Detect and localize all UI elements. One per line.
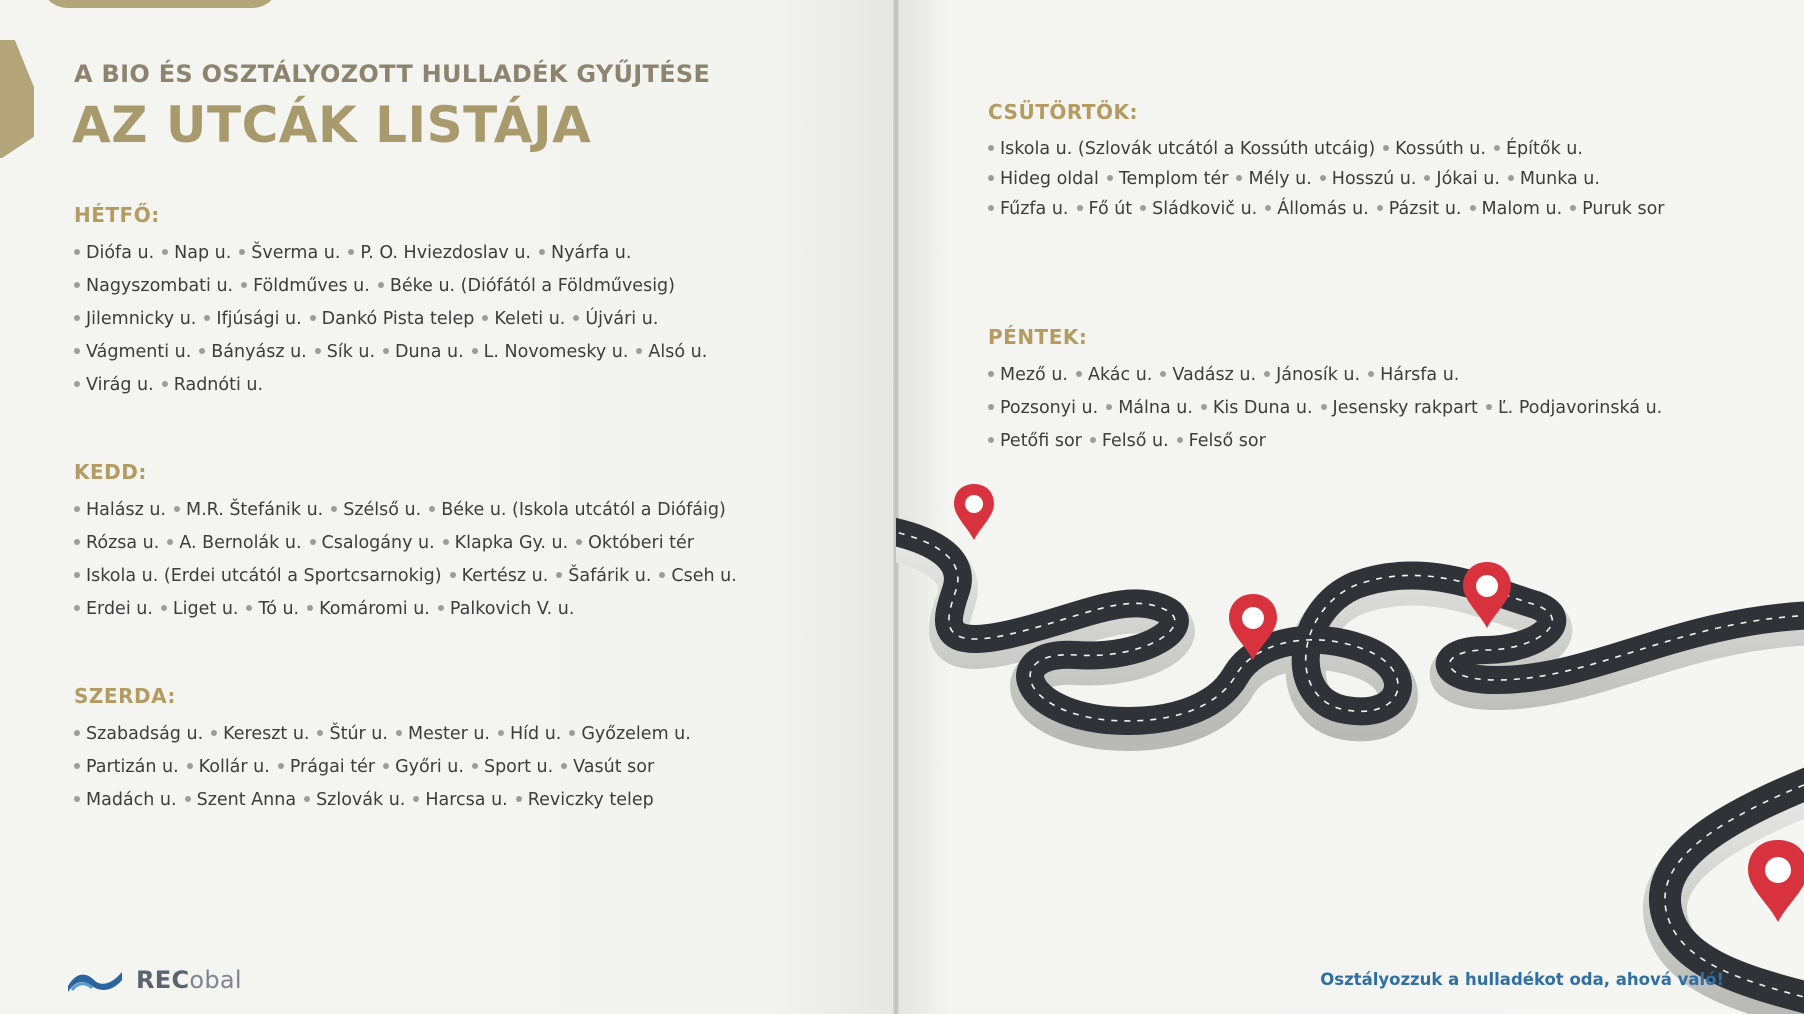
street-name: Győri u. [383, 757, 464, 777]
day-heading-tuesday: KEDD: [74, 460, 147, 484]
street-name: Nyárfa u. [539, 243, 631, 263]
street-name: Sport u. [472, 757, 553, 777]
footer-slogan: Osztályozzuk a hulladékot oda, ahová való! [1320, 970, 1724, 989]
street-line [988, 359, 1788, 392]
street-name: Nagyszombati u. [74, 276, 233, 296]
street-name: Liget u. [161, 599, 239, 619]
street-name: Reviczky telep [516, 790, 654, 810]
street-name: Kossúth u. [1383, 139, 1486, 159]
street-name: Ľ. Podjavorinská u. [1486, 398, 1662, 418]
street-line [74, 369, 874, 402]
street-name: Állomás u. [1265, 199, 1369, 219]
street-line [988, 134, 1788, 164]
street-list-thursday [988, 134, 1788, 224]
map-pin-icon [1748, 840, 1804, 922]
street-list-tuesday [74, 494, 874, 626]
street-name: Bányász u. [199, 342, 306, 362]
street-line [988, 194, 1788, 224]
street-name: Kollár u. [187, 757, 270, 777]
street-name: Vágmenti u. [74, 342, 191, 362]
street-line [74, 494, 874, 527]
day-heading-thursday: CSÜTÖRTÖK: [988, 100, 1138, 124]
street-name: Petőfi sor [988, 431, 1082, 451]
street-name: Klapka Gy. u. [443, 533, 569, 553]
street-line [74, 593, 874, 626]
street-name: Radnóti u. [162, 375, 263, 395]
street-name: Vadász u. [1160, 365, 1256, 385]
street-name: Mély u. [1236, 169, 1311, 189]
street-name: Sládkovič u. [1140, 199, 1257, 219]
street-list-friday [988, 359, 1788, 458]
street-name: Építők u. [1494, 139, 1583, 159]
road [896, 530, 1804, 1010]
street-line [74, 751, 874, 784]
left-page [0, 0, 896, 1014]
street-name: Erdei u. [74, 599, 153, 619]
recobal-logo [66, 966, 242, 994]
logo-text [136, 966, 242, 994]
logo-text-rec: REC [136, 966, 190, 994]
street-name: Palkovich V. u. [438, 599, 575, 619]
street-name: Győzelem u. [569, 724, 690, 744]
street-name: Októberi tér [576, 533, 694, 553]
day-section-friday [988, 325, 1788, 458]
street-name: Duna u. [383, 342, 464, 362]
street-line [74, 303, 874, 336]
street-name: Béke u. (Iskola utcától a Diófáig) [429, 500, 726, 520]
street-line [74, 336, 874, 369]
street-name: Dankó Pista telep [310, 309, 475, 329]
street-name: Kereszt u. [211, 724, 309, 744]
street-name: Jesensky rakpart [1321, 398, 1478, 418]
street-name: Templom tér [1107, 169, 1229, 189]
street-name: Hideg oldal [988, 169, 1099, 189]
street-list-wednesday [74, 718, 874, 817]
street-name: Szent Anna [185, 790, 296, 810]
day-section-thursday [988, 100, 1788, 224]
street-name: Jilemnicky u. [74, 309, 196, 329]
street-line [74, 560, 874, 593]
street-name: Cseh u. [659, 566, 736, 586]
street-line [988, 392, 1788, 425]
day-section-wednesday [74, 684, 874, 817]
street-name: Jókai u. [1424, 169, 1500, 189]
street-name: Sík u. [315, 342, 375, 362]
street-name: Šafárik u. [556, 566, 651, 586]
street-name: Akác u. [1076, 365, 1152, 385]
street-name: Újvári u. [573, 309, 658, 329]
street-name: Béke u. (Diófától a Földművesig) [378, 276, 675, 296]
street-name: Virág u. [74, 375, 154, 395]
street-name: Šverma u. [239, 243, 340, 263]
street-name: Hosszú u. [1320, 169, 1417, 189]
street-line [988, 164, 1788, 194]
street-name: Madách u. [74, 790, 177, 810]
street-name: Keleti u. [482, 309, 565, 329]
street-name: Diófa u. [74, 243, 154, 263]
street-name: Szélső u. [331, 500, 421, 520]
map-pin-icon [954, 484, 994, 540]
street-name: Munka u. [1508, 169, 1600, 189]
street-name: Felső u. [1090, 431, 1169, 451]
logo-text-obal: obal [189, 966, 242, 994]
street-name: Malom u. [1470, 199, 1563, 219]
page-title: AZ UTCÁK LISTÁJA [72, 96, 592, 154]
day-heading-friday: PÉNTEK: [988, 325, 1088, 349]
street-name: Partizán u. [74, 757, 179, 777]
top-decorative-tab [40, 0, 280, 8]
street-name: Tó u. [246, 599, 299, 619]
street-name: Pázsit u. [1377, 199, 1462, 219]
day-heading-wednesday: SZERDA: [74, 684, 176, 708]
street-name: Prágai tér [278, 757, 375, 777]
street-name: Szlovák u. [304, 790, 405, 810]
day-heading-monday: HÉTFŐ: [74, 203, 160, 227]
street-name: Harcsa u. [413, 790, 507, 810]
street-name: Kertész u. [450, 566, 549, 586]
page-subtitle: A BIO ÉS OSZTÁLYOZOTT HULLADÉK GYŰJTÉSE [74, 60, 711, 88]
street-name: Híd u. [498, 724, 561, 744]
street-name: Ifjúsági u. [204, 309, 301, 329]
street-name: Fűzfa u. [988, 199, 1069, 219]
corner-decorative-tab [0, 40, 34, 158]
street-name: Iskola u. (Szlovák utcától a Kossúth utcáig) [988, 139, 1375, 159]
day-section-monday [74, 203, 874, 402]
street-name: Fő út [1077, 199, 1133, 219]
street-name: Málna u. [1106, 398, 1193, 418]
street-line [74, 237, 874, 270]
street-line [74, 270, 874, 303]
street-name: Iskola u. (Erdei utcától a Sportcsarnokig) [74, 566, 442, 586]
street-name: Alsó u. [636, 342, 707, 362]
day-section-tuesday [74, 460, 874, 626]
street-name: Földműves u. [241, 276, 370, 296]
street-name: Mester u. [396, 724, 490, 744]
street-name: Pozsonyi u. [988, 398, 1098, 418]
street-name: Szabadság u. [74, 724, 203, 744]
street-line [74, 718, 874, 751]
street-name: P. O. Hviezdoslav u. [348, 243, 531, 263]
street-name: Puruk sor [1570, 199, 1664, 219]
street-name: Štúr u. [317, 724, 387, 744]
street-name: Vasút sor [561, 757, 654, 777]
recobal-wave-icon [66, 966, 124, 994]
street-name: Csalogány u. [310, 533, 435, 553]
street-name: Komáromi u. [307, 599, 430, 619]
street-line [74, 784, 874, 817]
street-name: Jánosík u. [1264, 365, 1360, 385]
street-line [74, 527, 874, 560]
street-name: A. Bernolák u. [167, 533, 301, 553]
street-name: Halász u. [74, 500, 166, 520]
street-name: Kis Duna u. [1201, 398, 1313, 418]
street-name: Mező u. [988, 365, 1068, 385]
street-name: M.R. Štefánik u. [174, 500, 323, 520]
street-line [988, 425, 1788, 458]
street-list-monday [74, 237, 874, 402]
winding-road-illustration [896, 480, 1804, 1014]
street-name: Rózsa u. [74, 533, 159, 553]
street-name: L. Novomesky u. [472, 342, 629, 362]
street-name: Hársfa u. [1368, 365, 1459, 385]
street-name: Nap u. [162, 243, 231, 263]
street-name: Felső sor [1177, 431, 1266, 451]
